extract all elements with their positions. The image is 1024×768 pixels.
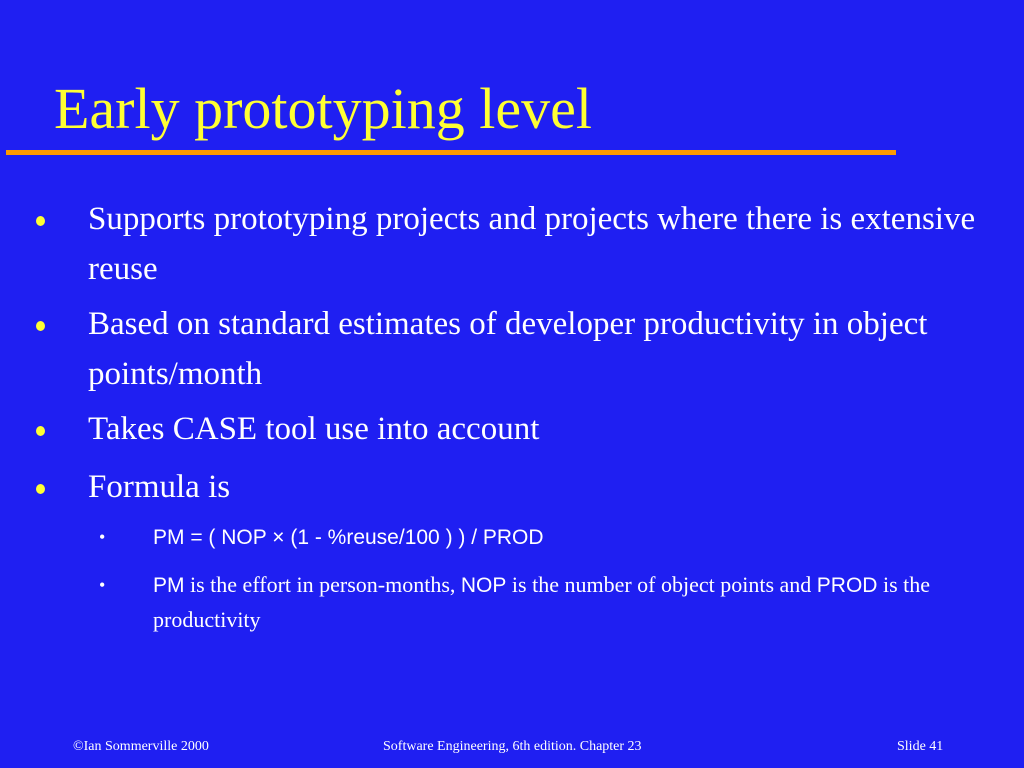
bullet-text: Supports prototyping projects and projects where there is extensive reuse: [88, 201, 976, 287]
bullet-dot-icon: [36, 216, 45, 226]
sub-bullet-dot-icon: •: [99, 527, 106, 547]
footer-slide-number: Slide 41: [897, 739, 944, 754]
footer-book-title: Software Engineering, 6th edition. Chapter 23: [383, 739, 642, 754]
formula-text: PM = ( NOP × (1 - %reuse/100 ) ) / PROD: [153, 526, 544, 549]
sub-bullet-explanation: [99, 568, 1018, 637]
footer-copyright: ©Ian Sommerville 2000: [73, 739, 209, 754]
bullet-dot-icon: [36, 426, 45, 436]
bullet-dot-icon: [36, 484, 45, 494]
slide-title: Early prototyping level: [54, 76, 592, 141]
bullet-item: [88, 462, 1013, 512]
nop-definition: is the number of object points and: [506, 572, 817, 597]
bullet-item: [88, 404, 1013, 454]
sub-bullet-formula: [99, 520, 1018, 555]
bullet-text: Takes CASE tool use into account: [88, 411, 540, 447]
bullet-text: Based on standard estimates of developer productivity in object points/month: [88, 306, 928, 392]
prod-definition: is the productivity: [153, 572, 931, 632]
term-pm: PM: [153, 574, 185, 597]
bullet-item: [88, 194, 1013, 294]
sub-bullet-dot-icon: •: [99, 575, 106, 595]
bullet-dot-icon: [36, 321, 45, 331]
bullet-text: Formula is: [88, 469, 231, 505]
bullet-item: [88, 299, 1013, 399]
term-nop: NOP: [460, 574, 507, 597]
term-prod: PROD: [816, 574, 878, 597]
pm-definition: is the effort in person-months,: [184, 572, 461, 597]
